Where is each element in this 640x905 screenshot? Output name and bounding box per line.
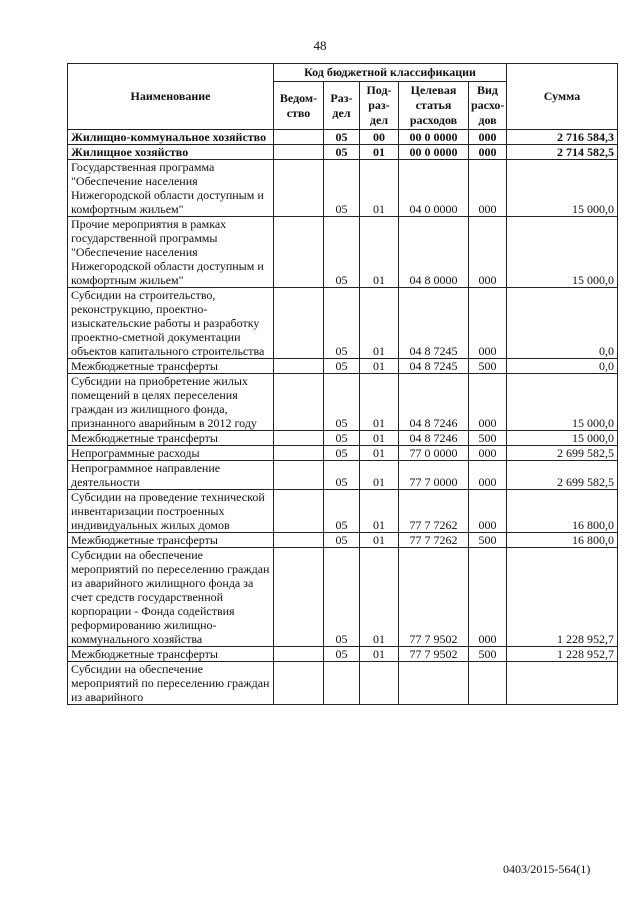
cell-razdel: 05: [324, 647, 360, 662]
cell-podrazdel: 00: [360, 130, 399, 145]
document-code: 0403/2015-564(1): [503, 862, 591, 876]
cell-razdel: 05: [324, 288, 360, 359]
cell-target: 00 0 0000: [399, 130, 469, 145]
header-vid: Вид расхо-дов: [469, 82, 507, 130]
table-row: [68, 446, 618, 461]
cell-razdel: 05: [324, 145, 360, 160]
page-number: 48: [313, 38, 327, 53]
cell-target: [399, 662, 469, 705]
cell-vedomstvo: [274, 533, 324, 548]
cell-vid: 500: [469, 431, 507, 446]
cell-vid: [469, 662, 507, 705]
cell-name: Межбюджетные трансферты: [68, 431, 274, 446]
cell-vid: 000: [469, 288, 507, 359]
cell-name: Субсидии на обеспечение мероприятий по переселению граждан из аварийного: [68, 662, 274, 705]
cell-razdel: [324, 662, 360, 705]
cell-vid: 500: [469, 359, 507, 374]
cell-vedomstvo: [274, 647, 324, 662]
cell-razdel: 05: [324, 461, 360, 490]
cell-target: 04 8 7245: [399, 359, 469, 374]
cell-vedomstvo: [274, 288, 324, 359]
table-row: [68, 548, 618, 647]
cell-podrazdel: 01: [360, 461, 399, 490]
cell-target: 77 7 7262: [399, 533, 469, 548]
cell-razdel: 05: [324, 431, 360, 446]
cell-target: 00 0 0000: [399, 145, 469, 160]
cell-name: Субсидии на обеспечение мероприятий по переселению граждан из аварийного жилищного фонда за счет средств государственной корпорации - Фонда содействия реформированию жилищно-коммунального хозяйства: [68, 548, 274, 647]
cell-podrazdel: 01: [360, 490, 399, 533]
cell-podrazdel: 01: [360, 145, 399, 160]
header-podrazdel: Под-раз-дел: [360, 82, 399, 130]
cell-vedomstvo: [274, 490, 324, 533]
cell-name: Межбюджетные трансферты: [68, 647, 274, 662]
cell-vid: 500: [469, 533, 507, 548]
cell-target: 04 0 0000: [399, 160, 469, 217]
cell-sum: 2 699 582,5: [507, 446, 618, 461]
cell-sum: 0,0: [507, 288, 618, 359]
cell-podrazdel: 01: [360, 160, 399, 217]
table-row: [68, 533, 618, 548]
table-row: [68, 217, 618, 288]
cell-target: 04 8 7245: [399, 288, 469, 359]
cell-target: 77 0 0000: [399, 446, 469, 461]
cell-sum: 2 699 582,5: [507, 461, 618, 490]
cell-vid: 000: [469, 130, 507, 145]
cell-podrazdel: 01: [360, 533, 399, 548]
cell-razdel: 05: [324, 490, 360, 533]
cell-target: 77 7 0000: [399, 461, 469, 490]
cell-vedomstvo: [274, 374, 324, 431]
cell-sum: 1 228 952,7: [507, 647, 618, 662]
cell-vedomstvo: [274, 145, 324, 160]
cell-name: Государственная программа "Обеспечение населения Нижегородской области доступным и комфортным жильем": [68, 160, 274, 217]
cell-name: Жилищное хозяйство: [68, 145, 274, 160]
header-code-group: Код бюджетной классификации: [274, 64, 507, 82]
cell-podrazdel: 01: [360, 431, 399, 446]
cell-name: Непрограммное направление деятельности: [68, 461, 274, 490]
cell-target: 04 8 7246: [399, 431, 469, 446]
cell-vid: 500: [469, 647, 507, 662]
cell-razdel: 05: [324, 548, 360, 647]
table-row: [68, 374, 618, 431]
cell-name: Межбюджетные трансферты: [68, 533, 274, 548]
cell-podrazdel: 01: [360, 374, 399, 431]
table-body: [68, 130, 618, 705]
cell-razdel: 05: [324, 446, 360, 461]
cell-vedomstvo: [274, 662, 324, 705]
cell-sum: 2 716 584,3: [507, 130, 618, 145]
cell-vid: 000: [469, 145, 507, 160]
cell-sum: 15 000,0: [507, 374, 618, 431]
cell-podrazdel: [360, 662, 399, 705]
table-row: [68, 431, 618, 446]
cell-name: Непрограммные расходы: [68, 446, 274, 461]
cell-target: 77 7 9502: [399, 647, 469, 662]
cell-podrazdel: 01: [360, 647, 399, 662]
cell-razdel: 05: [324, 359, 360, 374]
cell-target: 77 7 9502: [399, 548, 469, 647]
table-row: [68, 359, 618, 374]
header-target: Целевая статья расходов: [399, 82, 469, 130]
table-row: [68, 461, 618, 490]
cell-vid: 000: [469, 446, 507, 461]
cell-name: Субсидии на строительство, реконструкцию, проектно-изыскательские работы и разработку проектно-сметной документации объектов капитального строительства: [68, 288, 274, 359]
cell-sum: 15 000,0: [507, 217, 618, 288]
header-vedomstvo: Ведом-ство: [274, 82, 324, 130]
cell-razdel: 05: [324, 533, 360, 548]
cell-sum: [507, 662, 618, 705]
table-row: [68, 288, 618, 359]
cell-sum: 16 800,0: [507, 533, 618, 548]
table-row: [68, 662, 618, 705]
cell-vid: 000: [469, 374, 507, 431]
cell-sum: 1 228 952,7: [507, 548, 618, 647]
header-sum: Сумма: [507, 64, 618, 130]
cell-vedomstvo: [274, 359, 324, 374]
cell-razdel: 05: [324, 374, 360, 431]
cell-vid: 000: [469, 461, 507, 490]
cell-name: Прочие мероприятия в рамках государственной программы "Обеспечение населения Нижегородской области доступным и комфортным жильем": [68, 217, 274, 288]
cell-podrazdel: 01: [360, 288, 399, 359]
cell-name: Субсидии на проведение технической инвентаризации построенных индивидуальных жилых домов: [68, 490, 274, 533]
cell-name: Субсидии на приобретение жилых помещений в целях переселения граждан из жилищного фонда, признанного аварийным в 2012 году: [68, 374, 274, 431]
cell-sum: 15 000,0: [507, 431, 618, 446]
cell-vedomstvo: [274, 548, 324, 647]
cell-name: Жилищно-коммунальное хозяйство: [68, 130, 274, 145]
header-name: Наименование: [68, 64, 274, 130]
header-razdel: Раз-дел: [324, 82, 360, 130]
table-row: [68, 160, 618, 217]
cell-sum: 0,0: [507, 359, 618, 374]
cell-name: Межбюджетные трансферты: [68, 359, 274, 374]
cell-vid: 000: [469, 548, 507, 647]
cell-sum: 15 000,0: [507, 160, 618, 217]
cell-vid: 000: [469, 217, 507, 288]
table-row: [68, 130, 618, 145]
cell-razdel: 05: [324, 160, 360, 217]
cell-target: 04 8 0000: [399, 217, 469, 288]
cell-vedomstvo: [274, 431, 324, 446]
table-row: [68, 145, 618, 160]
cell-podrazdel: 01: [360, 446, 399, 461]
cell-vedomstvo: [274, 217, 324, 288]
cell-vid: 000: [469, 160, 507, 217]
table-row: [68, 490, 618, 533]
cell-sum: 16 800,0: [507, 490, 618, 533]
cell-razdel: 05: [324, 217, 360, 288]
cell-vedomstvo: [274, 446, 324, 461]
cell-razdel: 05: [324, 130, 360, 145]
cell-podrazdel: 01: [360, 359, 399, 374]
budget-table: [67, 63, 618, 705]
cell-sum: 2 714 582,5: [507, 145, 618, 160]
cell-vid: 000: [469, 490, 507, 533]
cell-vedomstvo: [274, 461, 324, 490]
cell-target: 77 7 7262: [399, 490, 469, 533]
table-row: [68, 647, 618, 662]
cell-target: 04 8 7246: [399, 374, 469, 431]
cell-vedomstvo: [274, 160, 324, 217]
cell-vedomstvo: [274, 130, 324, 145]
cell-podrazdel: 01: [360, 548, 399, 647]
cell-podrazdel: 01: [360, 217, 399, 288]
